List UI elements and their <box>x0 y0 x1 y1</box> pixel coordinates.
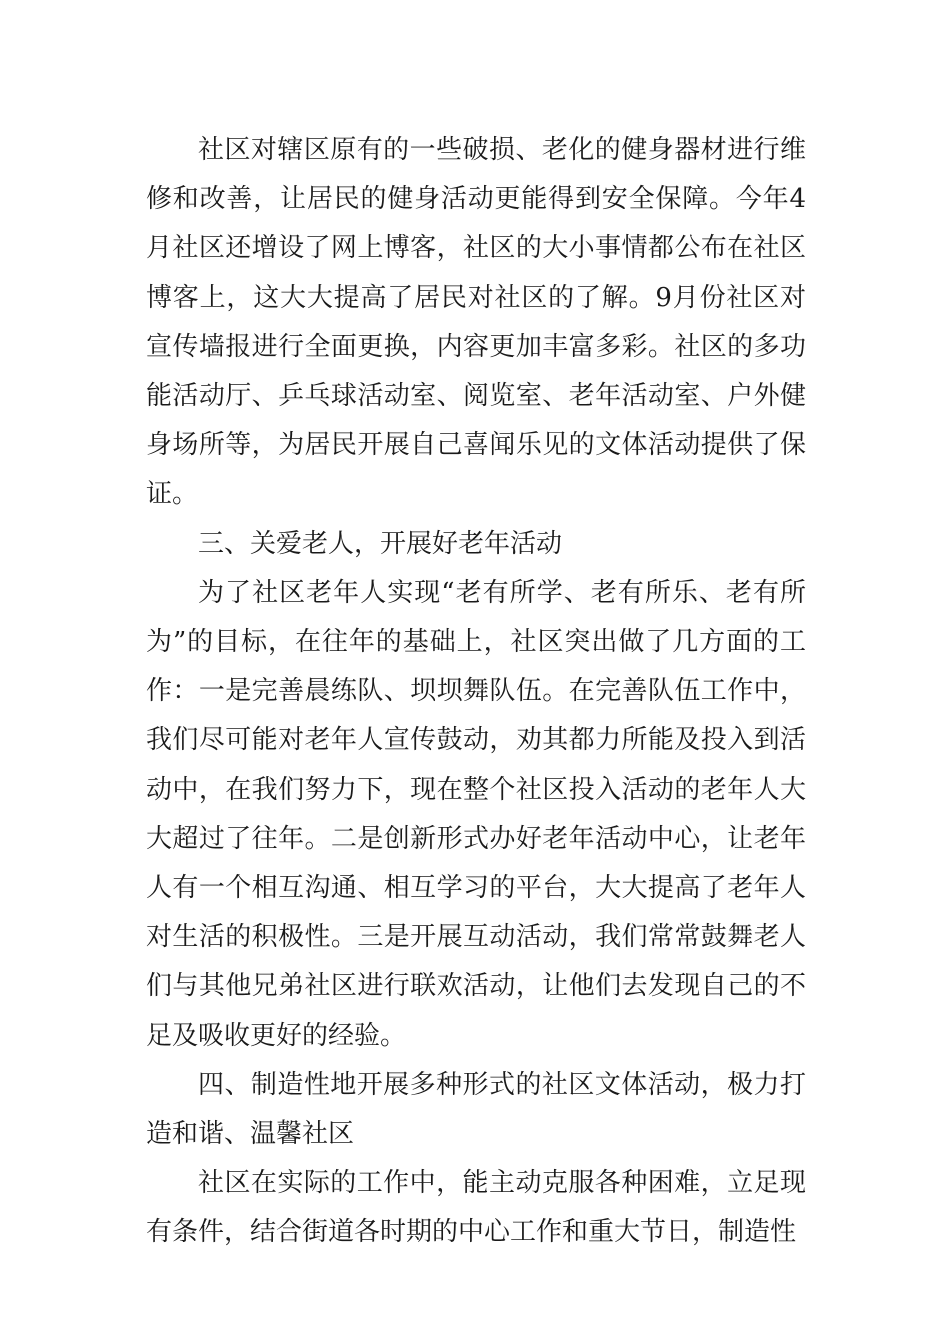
paragraph-cultural-activities: 社区在实际的工作中，能主动克服各种困难，立足现有条件，结合街道各时期的中心工作和重大节日，制造性 <box>146 1168 806 1248</box>
section-heading-elderly: 三、关爱老人，开展好老年活动 <box>198 528 563 559</box>
document-page <box>146 126 806 1258</box>
paragraph-elderly-activities: 为了社区老年人实现“老有所学、老有所乐、老有所为”的目标，在往年的基础上，社区突出做了几方面的工作：一是完善晨练队、坝坝舞队伍。在完善队伍工作中，我们尽可能对老年人宣传鼓动，劝其都力所能及投入到活动中，在我们努力下，现在整个社区投入活动的老年人大大超过了往年。二是创新形式办好老年活动中心，让老年人有一个相互沟通、相互学习的平台，大大提高了老年人对生活的积极性。三是开展互动活动，我们常常鼓舞老人们与其他兄弟社区进行联欢活动，让他们去发现自己的不足及吸收更好的经验。 <box>146 577 806 1051</box>
paragraph-facilities: 社区对辖区原有的一些破损、老化的健身器材进行维修和改善，让居民的健身活动更能得到安全保障。今年4月社区还增设了网上博客，社区的大小事情都公布在社区博客上，这大大提高了居民对社区的了解。9月份社区对宣传墙报进行全面更换，内容更加丰富多彩。社区的多功能活动厅、乒乓球活动室、阅览室、老年活动室、户外健身场所等，为居民开展自己喜闻乐见的文体活动提供了保证。 <box>146 135 806 510</box>
section-heading-cultural: 四、制造性地开展多种形式的社区文体活动，极力打造和谐、温馨社区 <box>146 1069 806 1150</box>
